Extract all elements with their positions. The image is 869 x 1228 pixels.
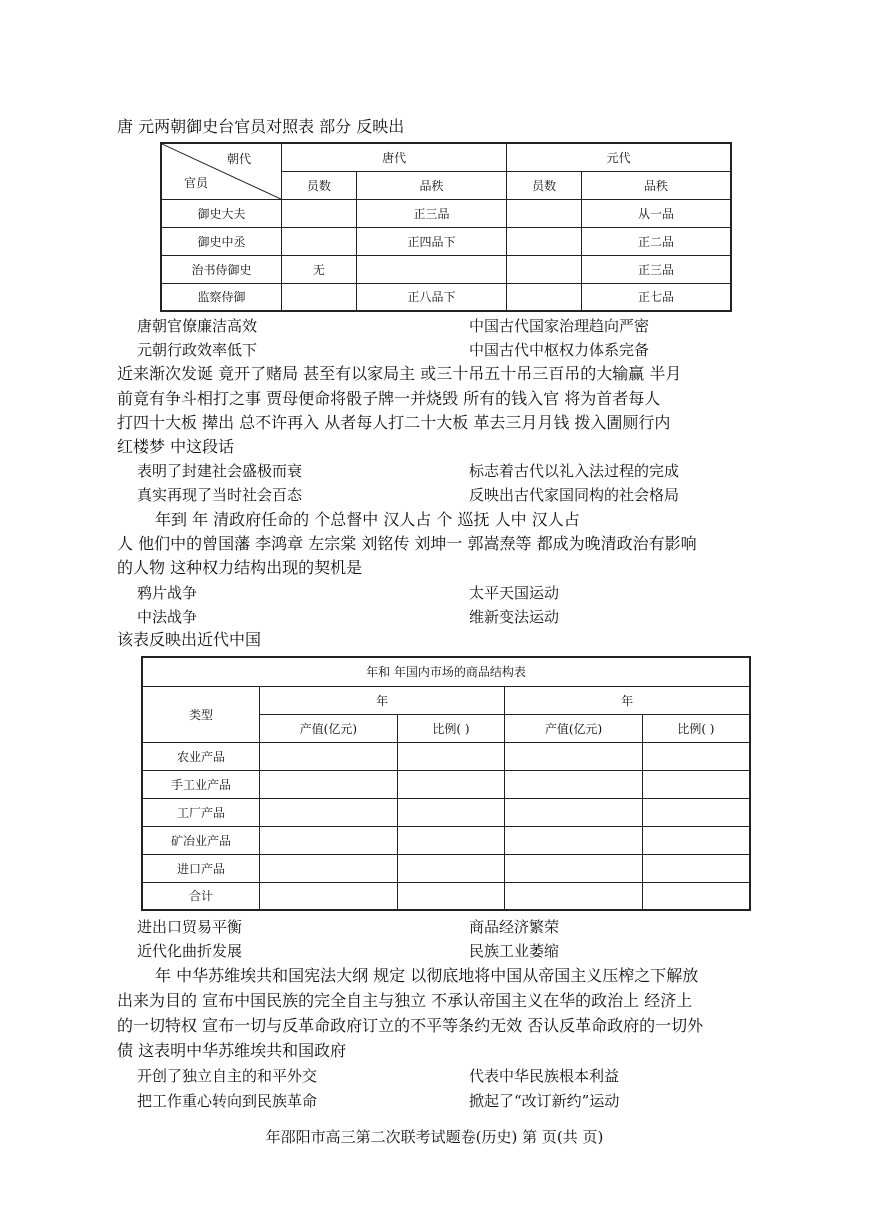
market-table-title: 年和 年国内市场的商品结构表 xyxy=(142,657,750,686)
q4-option-d: 民族工业萎缩 xyxy=(469,942,560,960)
yuan-header: 元代 xyxy=(507,143,731,171)
q2-option-d: 反映出古代家国同构的社会格局 xyxy=(469,486,680,504)
row-title: 工厂产品 xyxy=(142,798,260,826)
cell xyxy=(507,199,582,227)
table-row xyxy=(142,742,750,770)
cell: 无 xyxy=(282,255,357,283)
q1-option-a: 唐朝官僚廉洁高效 xyxy=(137,317,258,335)
q2-line-4: 红楼梦 中这段话 xyxy=(117,437,235,456)
row-title: 农业产品 xyxy=(142,742,260,770)
q2-line-2: 前竟有争斗相打之事 贾母便命将骰子牌一并烧毁 所有的钱入官 将为首者每人 xyxy=(117,389,661,408)
q1-option-c: 元朝行政效率低下 xyxy=(137,341,258,359)
cell: 正三品 xyxy=(582,255,731,283)
yuan-count-header: 员数 xyxy=(507,171,582,199)
diag-line xyxy=(162,144,283,200)
diag-top-label: 朝代 xyxy=(227,152,252,166)
row-title: 手工业产品 xyxy=(142,770,260,798)
q4-stem: 该表反映出近代中国 xyxy=(117,630,262,649)
diag-header xyxy=(161,143,282,199)
q3-option-a: 鸦片战争 xyxy=(137,584,198,602)
year1-header: 年 xyxy=(260,686,505,714)
q4-option-b: 商品经济繁荣 xyxy=(469,918,560,936)
cell: 正四品下 xyxy=(356,227,506,255)
table-row xyxy=(161,283,731,311)
q2-line-3: 打四十大板 撵出 总不许再入 从者每人打二十大板 革去三月月钱 拨入圊厕行内 xyxy=(117,413,671,432)
q3-option-b: 太平天国运动 xyxy=(469,584,560,602)
q2-option-a: 表明了封建社会盛极而衰 xyxy=(137,462,303,480)
cell xyxy=(282,227,357,255)
row-title: 治书侍御史 xyxy=(161,255,282,283)
q4-option-a: 进出口贸易平衡 xyxy=(137,918,243,936)
censor-table xyxy=(160,142,732,312)
q3-option-d: 维新变法运动 xyxy=(469,608,560,626)
row-title: 进口产品 xyxy=(142,854,260,882)
table-row xyxy=(142,882,750,910)
market-table xyxy=(141,656,751,911)
cell xyxy=(507,283,582,311)
q5-option-b: 代表中华民族根本利益 xyxy=(469,1067,620,1085)
ratio-header: 比例( ) xyxy=(397,714,505,742)
row-title: 御史大夫 xyxy=(161,199,282,227)
tang-count-header: 员数 xyxy=(282,171,357,199)
q5-line-2: 出来为目的 宣布中国民族的完全自主与独立 不承认帝国主义在华的政治上 经济上 xyxy=(117,991,693,1010)
diag-bottom-label: 官员 xyxy=(184,175,209,190)
q3-line-1: 年到 年 清政府任命的 个总督中 汉人占 个 巡抚 人中 汉人占 xyxy=(155,510,580,529)
page-footer: 年邵阳市高三第二次联考试题卷(历史) 第 页(共 页) xyxy=(265,1128,604,1146)
q1-stem: 唐 元两朝御史台官员对照表 部分 反映出 xyxy=(117,117,405,136)
table-row xyxy=(142,798,750,826)
q5-option-c: 把工作重心转向到民族革命 xyxy=(137,1092,318,1110)
tang-rank-header: 品秩 xyxy=(356,171,506,199)
q1-option-b: 中国古代国家治理趋向严密 xyxy=(469,317,650,335)
q5-option-a: 开创了独立自主的和平外交 xyxy=(137,1067,318,1085)
q2-option-b: 标志着古代以礼入法过程的完成 xyxy=(469,462,680,480)
q4-option-c: 近代化曲折发展 xyxy=(137,942,243,960)
q3-line-3: 的人物 这种权力结构出现的契机是 xyxy=(117,558,363,577)
row-title: 御史中丞 xyxy=(161,227,282,255)
type-header: 类型 xyxy=(142,686,260,742)
q5-line-1: 年 中华苏维埃共和国宪法大纲 规定 以彻底地将中国从帝国主义压榨之下解放 xyxy=(155,966,699,985)
q5-option-d: 掀起了“改订新约”运动 xyxy=(469,1092,620,1110)
q5-line-3: 的一切特权 宣布一切与反革命政府订立的不平等条约无效 否认反革命政府的一切外 xyxy=(117,1016,704,1035)
q2-line-1: 近来渐次发诞 竟开了赌局 甚至有以家局主 或三十吊五十吊三百吊的大输赢 半月 xyxy=(117,364,682,383)
cell: 正七品 xyxy=(582,283,731,311)
value-header: 产值(亿元) xyxy=(260,714,398,742)
q2-option-c: 真实再现了当时社会百态 xyxy=(137,486,303,504)
row-title: 监察侍御 xyxy=(161,283,282,311)
table-row xyxy=(161,199,731,227)
tang-header: 唐代 xyxy=(282,143,507,171)
q3-option-c: 中法战争 xyxy=(137,608,198,626)
row-title: 矿冶业产品 xyxy=(142,826,260,854)
cell: 从一品 xyxy=(582,199,731,227)
row-title: 合计 xyxy=(142,882,260,910)
table-row xyxy=(161,255,731,283)
q5-line-4: 债 这表明中华苏维埃共和国政府 xyxy=(117,1041,347,1060)
q1-option-d: 中国古代中枢权力体系完备 xyxy=(469,341,650,359)
cell: 正八品下 xyxy=(356,283,506,311)
cell xyxy=(282,199,357,227)
table-row xyxy=(161,227,731,255)
cell xyxy=(356,255,506,283)
table-row xyxy=(142,770,750,798)
ratio-header: 比例( ) xyxy=(642,714,750,742)
year2-header: 年 xyxy=(505,686,750,714)
value-header: 产值(亿元) xyxy=(505,714,643,742)
cell: 正三品 xyxy=(356,199,506,227)
table-row xyxy=(142,854,750,882)
yuan-rank-header: 品秩 xyxy=(582,171,731,199)
q3-line-2: 人 他们中的曾国藩 李鸿章 左宗棠 刘铭传 刘坤一 郭嵩焘等 都成为晚清政治有影响 xyxy=(117,534,697,553)
cell xyxy=(507,255,582,283)
cell: 正二品 xyxy=(582,227,731,255)
table-row xyxy=(142,826,750,854)
cell xyxy=(282,283,357,311)
cell xyxy=(507,227,582,255)
